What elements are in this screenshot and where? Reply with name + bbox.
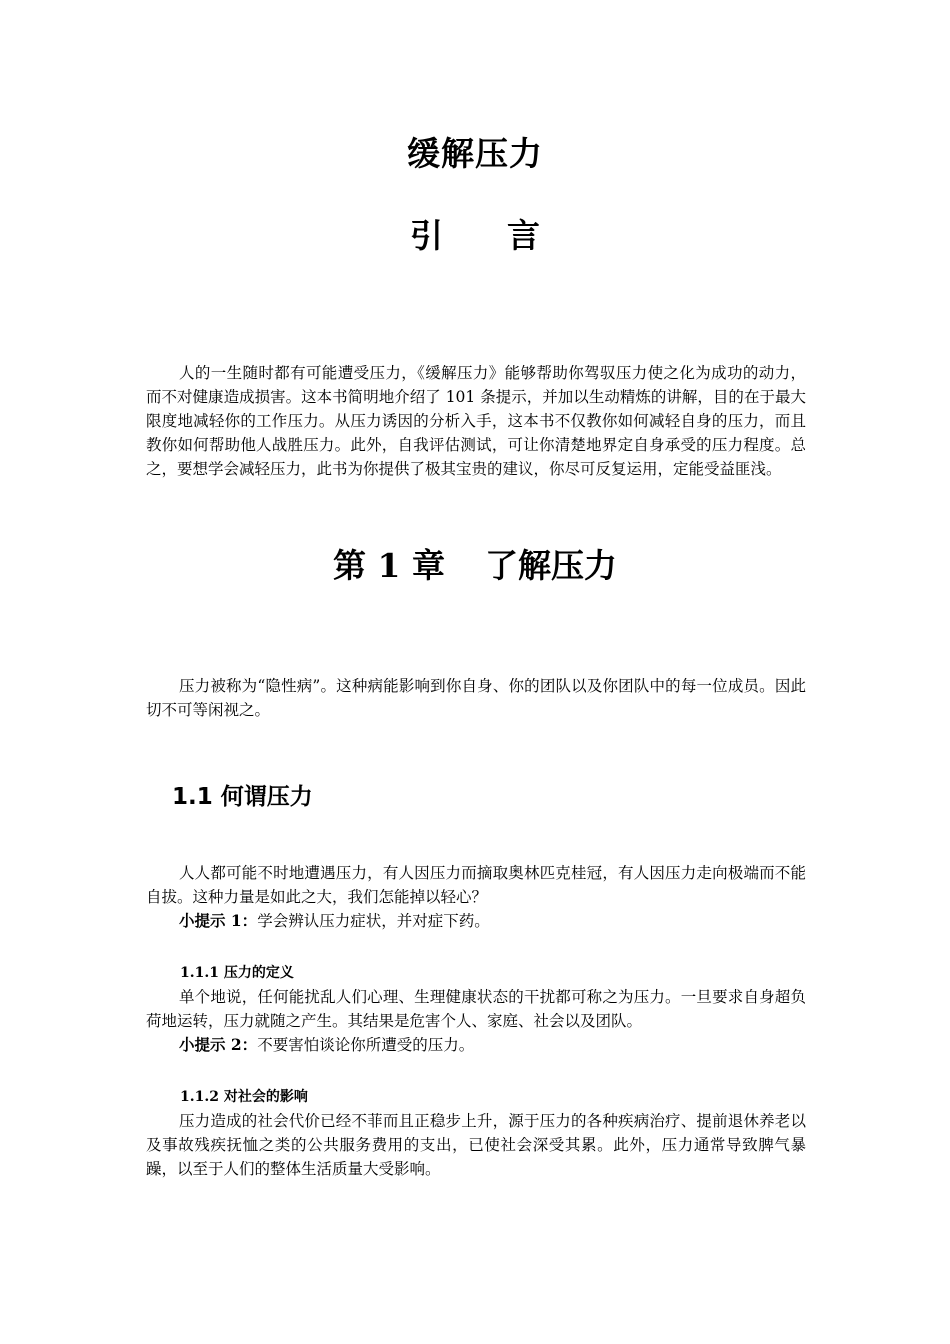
section-1-1-2-paragraph: 压力造成的社会代价已经不菲而且正稳步上升，源于压力的各种疾病治疗、提前退休养老以及事故残疾抚恤之类的公共服务费用的支出，已使社会深受其累。此外，压力通常导致脾气暴躁，以至于人们的整体生活质量大受影响。 [146, 1112, 806, 1178]
intro-block [146, 361, 806, 481]
chapter-heading [0, 540, 950, 587]
section-1-1-block [146, 861, 806, 933]
section-1-1-1-block [146, 985, 806, 1057]
section-heading-1-1: 1.1 何谓压力 [172, 784, 313, 810]
tip-2 [146, 1033, 806, 1057]
section-1-1-paragraph: 人人都可能不时地遭遇压力，有人因压力而摘取奥林匹克桂冠，有人因压力走向极端而不能自拔。这种力量是如此之大，我们怎能掉以轻心？ [146, 864, 806, 906]
tip-1-label: 小提示 1： [179, 911, 258, 930]
intro-heading-part1: 引 [410, 216, 443, 255]
chapter-title: 了解压力 [484, 546, 617, 585]
intro-paragraph: 人的一生随时都有可能遭受压力，《缓解压力》能够帮助你驾驭压力使之化为成功的动力，而不对健康造成损害。这本书简明地介绍了 101 条提示，并加以生动精炼的讲解，目的在于最大限度地减轻你的工作压力。从压力诱因的分析入手，这本书不仅教你如何减轻自身的压力，而且教你如何帮助他人战胜压力。此外，自我评估测试，可让你清楚地界定自身承受的压力程度。总之，要想学会减轻压力，此书为你提供了极其宝贵的建议，你尽可反复运用，定能受益匪浅。 [146, 364, 806, 478]
intro-heading [0, 210, 950, 257]
chapter-intro-block [146, 674, 806, 722]
tip-1 [146, 909, 806, 933]
subsection-heading-1-1-2: 1.1.2 对社会的影响 [180, 1089, 308, 1105]
subsection-heading-1-1-1: 1.1.1 压力的定义 [180, 965, 294, 981]
section-1-1-1-paragraph: 单个地说，任何能扰乱人们心理、生理健康状态的干扰都可称之为压力。一旦要求自身超负荷地运转，压力就随之产生。其结果是危害个人、家庭、社会以及团队。 [146, 988, 806, 1030]
chapter-intro-paragraph: 压力被称为“隐性病”。这种病能影响到你自身、你的团队以及你团队中的每一位成员。因此切不可等闲视之。 [146, 677, 806, 719]
chapter-number: 第 1 章 [333, 546, 445, 585]
section-1-1-2-block [146, 1109, 806, 1181]
intro-heading-part2: 言 [507, 216, 540, 255]
tip-1-text: 学会辨认压力症状，并对症下药。 [257, 912, 490, 930]
document-title: 缓解压力 [407, 134, 543, 173]
tip-2-text: 不要害怕谈论你所遭受的压力。 [257, 1036, 475, 1054]
tip-2-label: 小提示 2： [179, 1035, 258, 1054]
